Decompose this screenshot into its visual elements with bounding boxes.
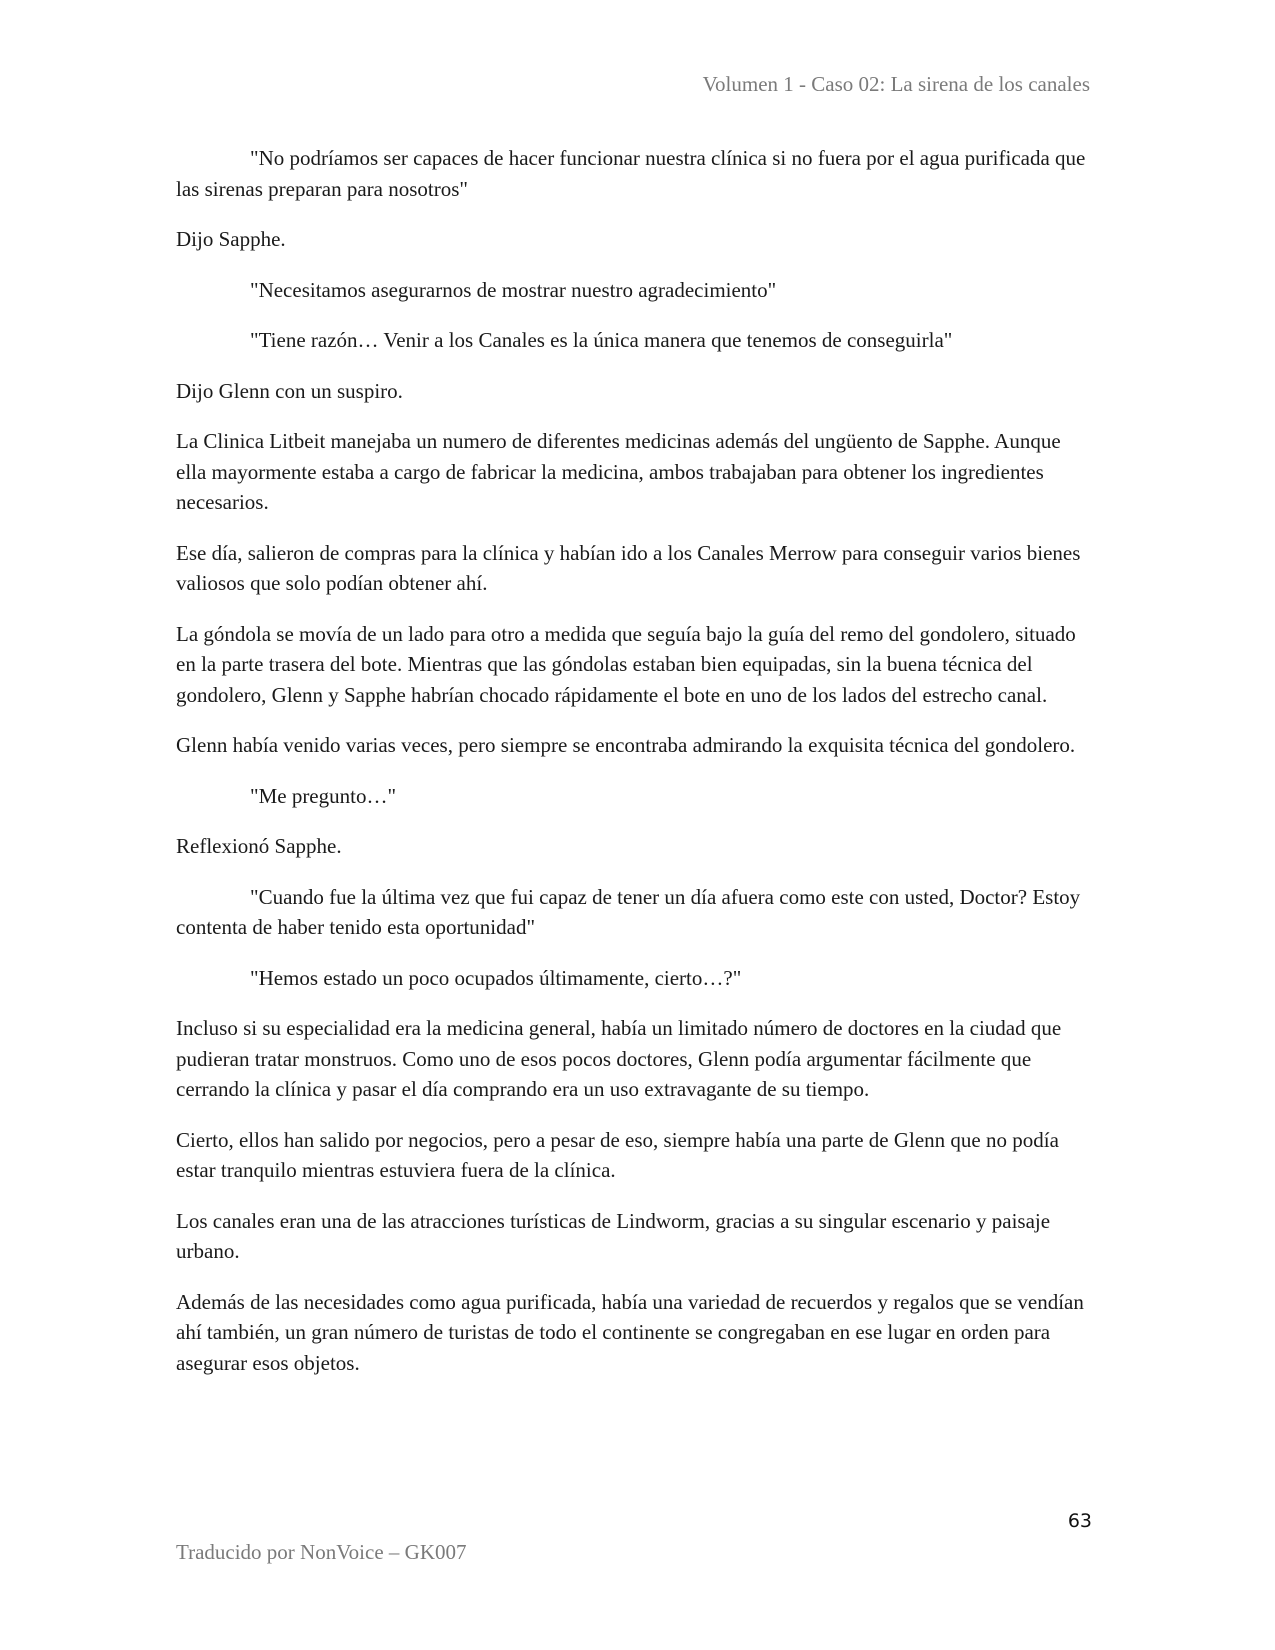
dialogue-paragraph: "Me pregunto…" xyxy=(250,783,397,808)
narration-paragraph: Glenn había venido varias veces, pero siempre se encontraba admirando la exquisita técnica del gondolero. xyxy=(176,733,1076,757)
running-header: Volumen 1 - Caso 02: La sirena de los canales xyxy=(702,72,1090,96)
narration-paragraph: Reflexionó Sapphe. xyxy=(176,834,342,858)
narration-paragraph: Ese día, salieron de compras para la clínica y habían ido a los Canales Merrow para conseguir varios bienes valiosos que solo podían obtener ahí. xyxy=(176,540,1081,595)
dialogue-paragraph: "Cuando fue la última vez que fui capaz de tener un día afuera como este con usted, Doctor? Estoy contenta de haber tenido esta oportunidad" xyxy=(176,884,1081,939)
narration-paragraph: La Clinica Litbeit manejaba un numero de diferentes medicinas además del ungüento de Sapphe. Aunque ella mayormente estaba a cargo de fabricar la medicina, ambos trabajaban para obtener los ingredientes necesarios. xyxy=(176,429,1061,514)
dialogue-paragraph: "Tiene razón… Venir a los Canales es la única manera que tenemos de conseguirla" xyxy=(250,328,953,352)
body-text xyxy=(176,143,1096,1398)
dialogue-paragraph: "Hemos estado un poco ocupados últimamente, cierto…?" xyxy=(250,965,742,990)
page-number: 63 xyxy=(1067,1510,1092,1532)
dialogue-paragraph: "No podríamos ser capaces de hacer funcionar nuestra clínica si no fuera por el agua purificada que las sirenas preparan para nosotros" xyxy=(176,146,1086,201)
narration-paragraph: Cierto, ellos han salido por negocios, pero a pesar de eso, siempre había una parte de Glenn que no podía estar tranquilo mientras estuviera fuera de la clínica. xyxy=(176,1127,1059,1182)
narration-paragraph: Los canales eran una de las atracciones turísticas de Lindworm, gracias a su singular escenario y paisaje urbano. xyxy=(176,1208,1051,1263)
narration-paragraph: Incluso si su especialidad era la medicina general, había un limitado número de doctores en la ciudad que pudieran tratar monstruos. Como uno de esos pocos doctores, Glenn podía argumentar fácilmente que cerrando la clínica y pasar el día comprando era un uso extravagante de su tiempo. xyxy=(176,1016,1062,1101)
narration-paragraph: Dijo Glenn con un suspiro. xyxy=(176,378,403,403)
dialogue-paragraph: "Necesitamos asegurarnos de mostrar nuestro agradecimiento" xyxy=(250,277,777,302)
footer-credit: Traducido por NonVoice – GK007 xyxy=(176,1540,467,1564)
narration-paragraph: La góndola se movía de un lado para otro a medida que seguía bajo la guía del remo del gondolero, situado en la parte trasera del bote. Mientras que las góndolas estaban bien equipadas, sin la buena técnica del gondolero, Glenn y Sapphe habrían chocado rápidamente el bote en uno de los lados del estrecho canal. xyxy=(176,621,1076,707)
narration-paragraph: Dijo Sapphe. xyxy=(176,227,286,251)
narration-paragraph: Además de las necesidades como agua purificada, había una variedad de recuerdos y regalos que se vendían ahí también, un gran número de turistas de todo el continente se congregaban en ese lugar en orden para asegurar esos objetos. xyxy=(176,1289,1084,1375)
